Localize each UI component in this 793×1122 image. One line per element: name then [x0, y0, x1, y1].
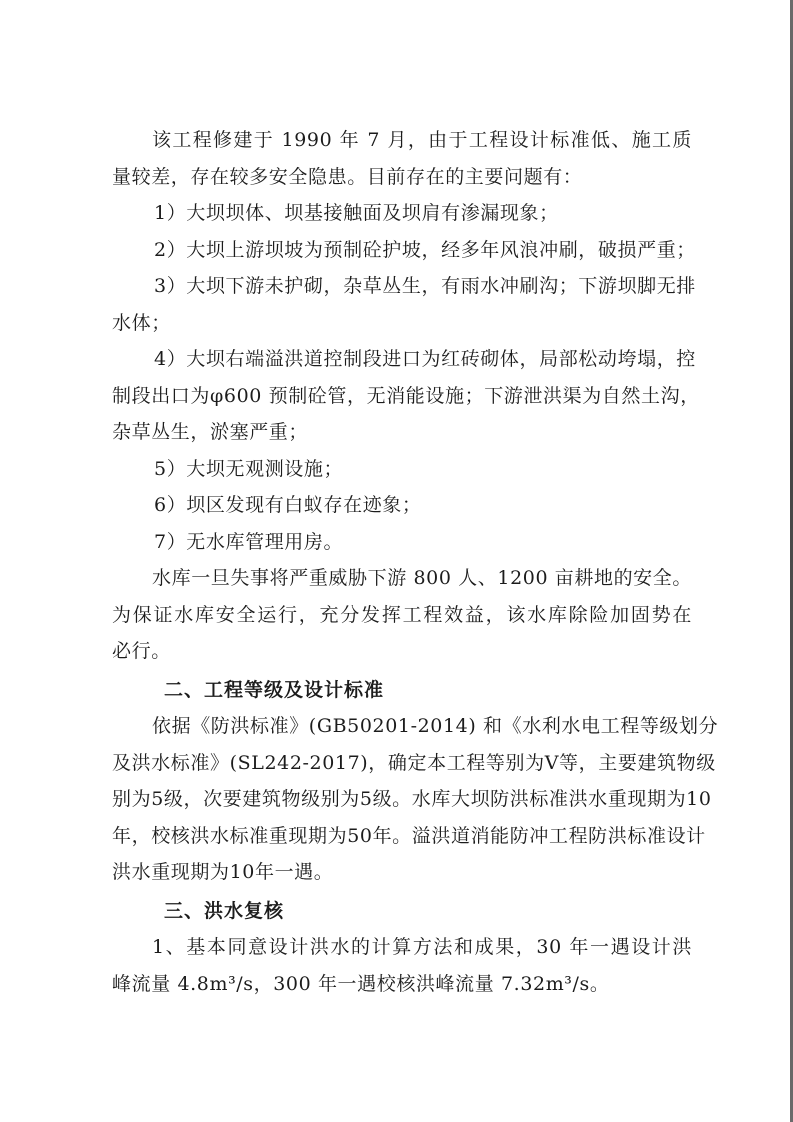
list-item: 2）大坝上游坝坡为预制砼护坡，经多年风浪冲刷，破损严重；	[154, 238, 696, 261]
text-line: 1、基本同意设计洪水的计算方法和成果，30 年一遇设计洪	[152, 936, 692, 958]
text-line: 为保证水库安全运行，充分发挥工程效益，该水库除险加固势在	[112, 603, 692, 626]
section-heading: 二、工程等级及设计标准	[164, 678, 385, 701]
paragraph-flood-review	[112, 929, 692, 1002]
list-item-continuation: 杂草丛生，淤塞严重；	[112, 421, 309, 443]
text-line: 别为5级，次要建筑物级别为5级。水库大坝防洪标准洪水重现期为10	[112, 788, 712, 810]
paragraph-standards	[112, 708, 719, 891]
list-item: 6）坝区发现有白蚁存在迹象；	[154, 494, 422, 516]
list-item-continuation: 制段出口为φ600 预制砼管，无消能设施；下游泄洪渠为自然土沟，	[112, 384, 700, 407]
list-item: 3）大坝下游未护砌，杂草丛生，有雨水冲刷沟；下游坝脚无排	[154, 275, 696, 297]
text-line: 依据《防洪标准》(GB50201-2014) 和《水利水电工程等级划分	[152, 715, 719, 737]
text-line: 量较差，存在较多安全隐患。目前存在的主要问题有：	[112, 165, 583, 188]
list-item: 5）大坝无观测设施；	[154, 457, 344, 480]
text-line: 年，校核洪水标准重现期为50年。溢洪道消能防冲工程防洪标准设计	[112, 824, 706, 847]
list-item: 4）大坝右端溢洪道控制段进口为红砖砌体，局部松动垮塌，控	[154, 348, 696, 370]
text-line: 必行。	[112, 640, 171, 662]
list-item-continuation: 水体；	[112, 311, 171, 334]
text-line: 峰流量 4.8m³/s，300 年一遇校核洪峰流量 7.32m³/s。	[112, 972, 610, 995]
text-line: 及洪水标准》(SL242-2017)，确定本工程等别为Ⅴ等，主要建筑物级	[112, 751, 716, 774]
text-line: 水库一旦失事将严重威胁下游 800 人、1200 亩耕地的安全。	[152, 567, 692, 589]
paragraph-intro	[112, 122, 692, 195]
text-line: 洪水重现期为10年一遇。	[112, 861, 334, 883]
list-item: 7）无水库管理用房。	[154, 530, 344, 553]
paragraph-risk	[112, 560, 692, 670]
document-body	[112, 122, 719, 1002]
text-line: 该工程修建于 1990 年 7 月，由于工程设计标准低、施工质	[152, 129, 692, 151]
section-heading: 三、洪水复核	[164, 899, 285, 922]
problem-list	[112, 195, 700, 560]
list-item: 1）大坝坝体、坝基接触面及坝肩有渗漏现象；	[154, 202, 559, 224]
